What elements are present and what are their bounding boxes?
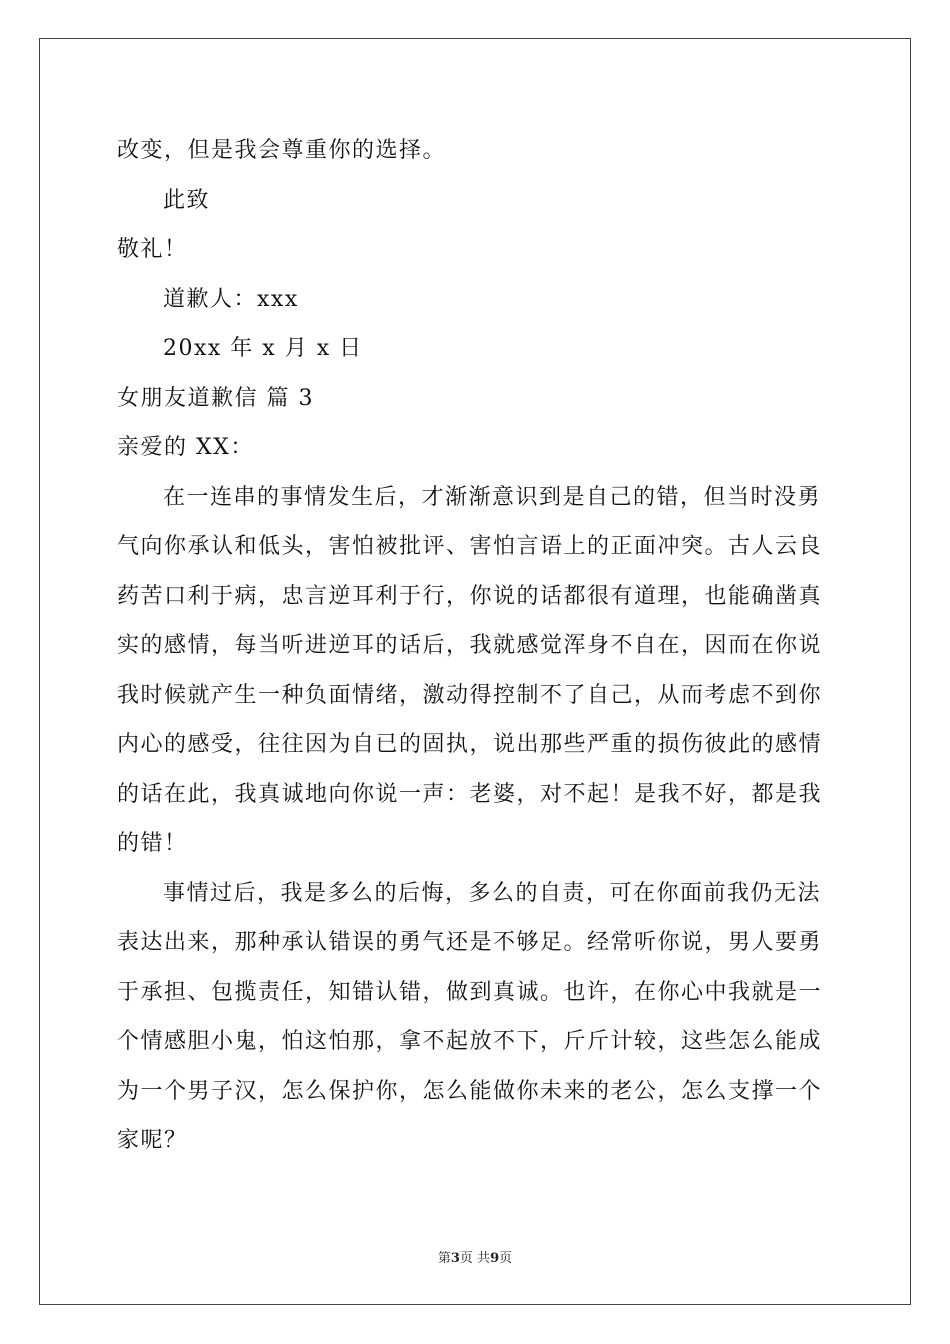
footer-prefix: 第 <box>437 1251 451 1266</box>
paragraph-line: 的错！ <box>117 831 188 856</box>
footer-middle: 页 共 <box>459 1251 491 1266</box>
letter-body <box>117 126 837 1166</box>
footer-suffix: 页 <box>499 1251 513 1266</box>
paragraph-line: 于承担、包揽责任，知错认错，做到真诚。也许，在你心中我就是一 <box>117 979 823 1005</box>
salutation-regards: 敬礼！ <box>117 237 188 262</box>
footer-page-number: 3 <box>450 1251 460 1266</box>
paragraph-line: 气向你承认和低头，害怕被批评、害怕言语上的正面冲突。古人云良 <box>117 534 823 559</box>
page-footer <box>0 1247 950 1266</box>
paragraph-2 <box>117 869 837 1166</box>
greeting: 亲爱的 XX： <box>117 435 254 460</box>
section-title: 女朋友道歉信 篇 3 <box>117 385 314 411</box>
paragraph-line: 的话在此，我真诚地向你说一声：老婆，对不起！是我不好，都是我 <box>117 781 823 807</box>
date: 20xx 年 x 月 x 日 <box>163 336 363 361</box>
footer-total-pages: 9 <box>490 1251 500 1266</box>
paragraph-line: 药苦口利于病，忠言逆耳利于行，你说的话都很有道理，也能确凿真 <box>117 583 823 609</box>
paragraph-line: 为一个男子汉，怎么保护你，怎么能做你未来的老公，怎么支撑一个 <box>117 1078 823 1104</box>
paragraph-line: 表达出来，那种承认错误的勇气还是不够足。经常听你说，男人要勇 <box>117 930 823 955</box>
paragraph-1 <box>117 473 837 869</box>
salutation-closing: 此致 <box>163 187 211 213</box>
paragraph-line: 个情感胆小鬼，怕这怕那，拿不起放不下，斤斤计较，这些怎么能成 <box>117 1029 823 1054</box>
paragraph-line: 实的感情，每当听进逆耳的话后，我就感觉浑身不自在，因而在你说 <box>117 633 823 658</box>
text-line: 改变，但是我会尊重你的选择。 <box>117 138 447 163</box>
paragraph-line: 在一连串的事情发生后，才渐渐意识到是自己的错，但当时没勇 <box>163 484 822 510</box>
paragraph-line: 我时候就产生一种负面情绪，激动得控制不了自己，从而考虑不到你 <box>117 682 823 708</box>
paragraph-line: 事情过后，我是多么的后悔，多么的自责，可在你面前我仍无法 <box>163 880 822 906</box>
paragraph-line: 家呢？ <box>117 1128 188 1153</box>
paragraph-line: 内心的感受，往往因为自已的固执，说出那些严重的损伤彼此的感情 <box>117 732 823 757</box>
signature: 道歉人：xxx <box>163 286 299 312</box>
